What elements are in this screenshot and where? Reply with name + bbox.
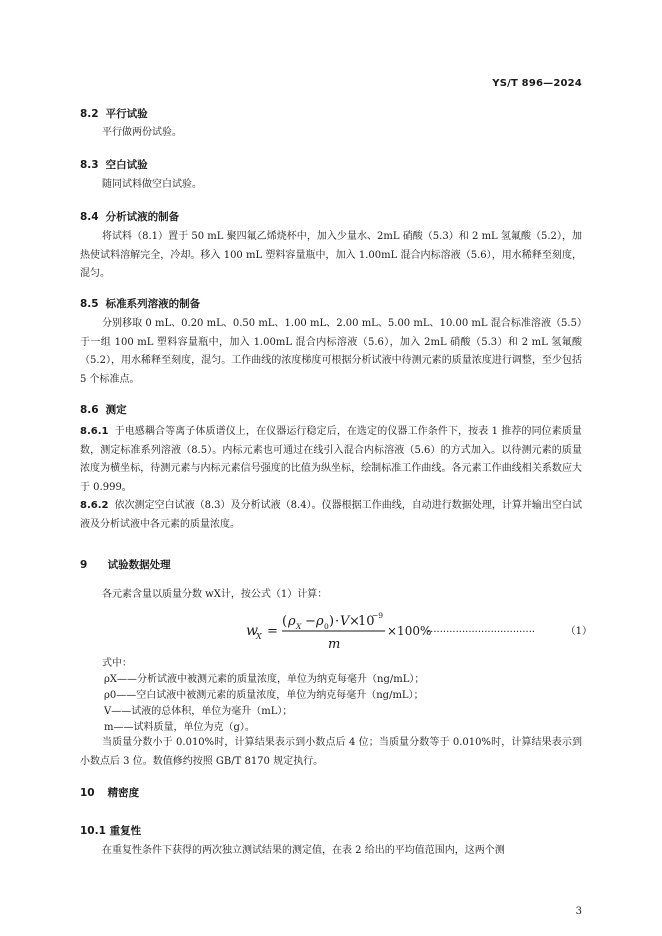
formula-rho-x-sub: X [296, 622, 302, 631]
formula-rho-0: ρ [316, 614, 324, 629]
paragraph-8-6-1 [80, 423, 582, 497]
heading-8-6 [80, 402, 127, 417]
formula-graphic [246, 608, 592, 654]
formula-number: （1） [565, 626, 592, 637]
heading-title: 空白试验 [105, 159, 148, 171]
heading-number: 8.5 [80, 298, 99, 310]
section-title: 精密度 [107, 787, 140, 799]
formula-lhs: w [246, 623, 258, 639]
paragraph-8-4: 将试料（8.1）置于 50 mL 聚四氟乙烯烧杯中，加入少量水、2mL 硝酸（5.3）和 2 mL 氢氟酸（5.2），加热使试料溶解完全，冷却。移入 100 mL 塑料容量瓶中，加入 1.00mL 混合内标溶液（5.6），用水稀释至刻度，混匀。 [80, 231, 582, 279]
section-number: 9 [80, 559, 88, 571]
definition-volume: V——试液的总体积，单位为毫升（mL）； [104, 706, 293, 717]
heading-number: 8.2 [80, 108, 99, 120]
heading-8-4 [80, 209, 179, 224]
heading-10-1 [80, 823, 141, 838]
heading-title: 分析试液的制备 [105, 211, 180, 223]
formula-lhs-sub: X [256, 632, 262, 641]
paragraph-8-3: 随同试料做空白试验。 [102, 179, 202, 190]
page-number: 3 [575, 906, 582, 917]
section-9-heading [80, 557, 171, 572]
formula-volume: V [340, 614, 350, 629]
heading-title: 重复性 [109, 825, 142, 837]
definition-rho-0: ρ0——空白试液中被测元素的质量浓度，单位为纳克每毫升（ng/mL）； [104, 690, 424, 701]
document-code: YS/T 896—2024 [492, 78, 582, 89]
paragraph-8-2: 平行做两份试验。 [102, 127, 182, 138]
heading-8-3 [80, 157, 148, 172]
clause-text: 依次测定空白试液（8.3）及分析试液（8.4）。仪器根据工作曲线，自动进行数据处理，计算并输出空白试液及分析试液中各元素的质量浓度。 [80, 500, 582, 530]
heading-8-5 [80, 296, 200, 311]
formula-dot: · [335, 614, 340, 629]
formula-1 [246, 608, 592, 654]
formula-rho-0-sub: 0 [324, 622, 329, 631]
paragraph-rounding: 当质量分数小于 0.010%时，计算结果表示到小数点后 4 位；当质量分数等于 0.010%时，计算结果表示到小数点后 3 位。数值修约按照 GB/T 8170 规定执行。 [80, 737, 582, 767]
paragraph-9-intro: 各元素含量以质量分数 wX计，按公式（1）计算： [102, 589, 328, 600]
paragraph-8-5: 分别移取 0 mL、0.20 mL、0.50 mL、1.00 mL、2.00 mL、5.00 mL、10.00 mL 混合标准溶液（5.5）于一组 100 mL 塑料容量瓶中，加入 1.00mL 混合内标溶液（5.6），加入 2mL 硝酸（5.3）和 2 mL 氢氟酸（5.2），用水稀释至刻度，混匀。工作曲线的浓度梯度可根据分析试液中待测元素的质量浓度进行调整，至少包括 5 个标准点。 [80, 318, 582, 385]
clause-number: 8.6.2 [80, 500, 109, 511]
paragraph-8-6-2 [80, 497, 582, 534]
formula-ten: 10 [358, 614, 375, 629]
formula-denominator: m [328, 637, 341, 652]
section-title: 试验数据处理 [107, 559, 171, 571]
heading-number: 10.1 [80, 825, 106, 837]
section-10-heading [80, 785, 139, 800]
heading-number: 8.6 [80, 404, 99, 416]
formula-paren-close: ) [329, 614, 335, 629]
heading-number: 8.3 [80, 159, 99, 171]
clause-number: 8.6.1 [80, 426, 109, 437]
formula-exponent: −9 [372, 611, 384, 620]
heading-title: 测定 [105, 404, 127, 416]
definitions-head: 式中： [102, 658, 132, 669]
formula-times: × [349, 614, 360, 629]
formula-equals: = [267, 624, 278, 639]
section-number: 10 [80, 787, 95, 799]
formula-percent: ×100% [387, 624, 432, 638]
formula-paren-open: ( [282, 614, 288, 629]
formula-minus: − [305, 614, 316, 629]
definition-mass: m——试料质量，单位为克（g）。 [104, 722, 255, 733]
heading-title: 平行试验 [105, 108, 148, 120]
heading-title: 标准系列溶液的制备 [105, 298, 201, 310]
formula-leader-dots: ·································· [427, 627, 536, 638]
heading-number: 8.4 [80, 211, 99, 223]
paragraph-10-1: 在重复性条件下获得的两次独立测试结果的测定值，在表 2 给出的平均值范围内，这两个测 [102, 845, 505, 856]
heading-8-2 [80, 106, 148, 121]
definition-rho-x: ρX——分析试液中被测元素的质量浓度，单位为纳克每毫升（ng/mL）； [104, 674, 425, 685]
clause-text: 于电感耦合等离子体质谱仪上，在仪器运行稳定后，在选定的仪器工作条件下，按表 1 推荐的同位素质量数，测定标准系列溶液（8.5）。内标元素也可通过在线引入混合内标溶液（5.6）的方式加入。以待测元素的质量浓度为横坐标，待测元素与内标元素信号强度的比值为纵坐标，绘制标准工作曲线。各元素工作曲线相关系数应大于 0.999。 [80, 426, 582, 493]
formula-rho-x: ρ [288, 614, 296, 629]
